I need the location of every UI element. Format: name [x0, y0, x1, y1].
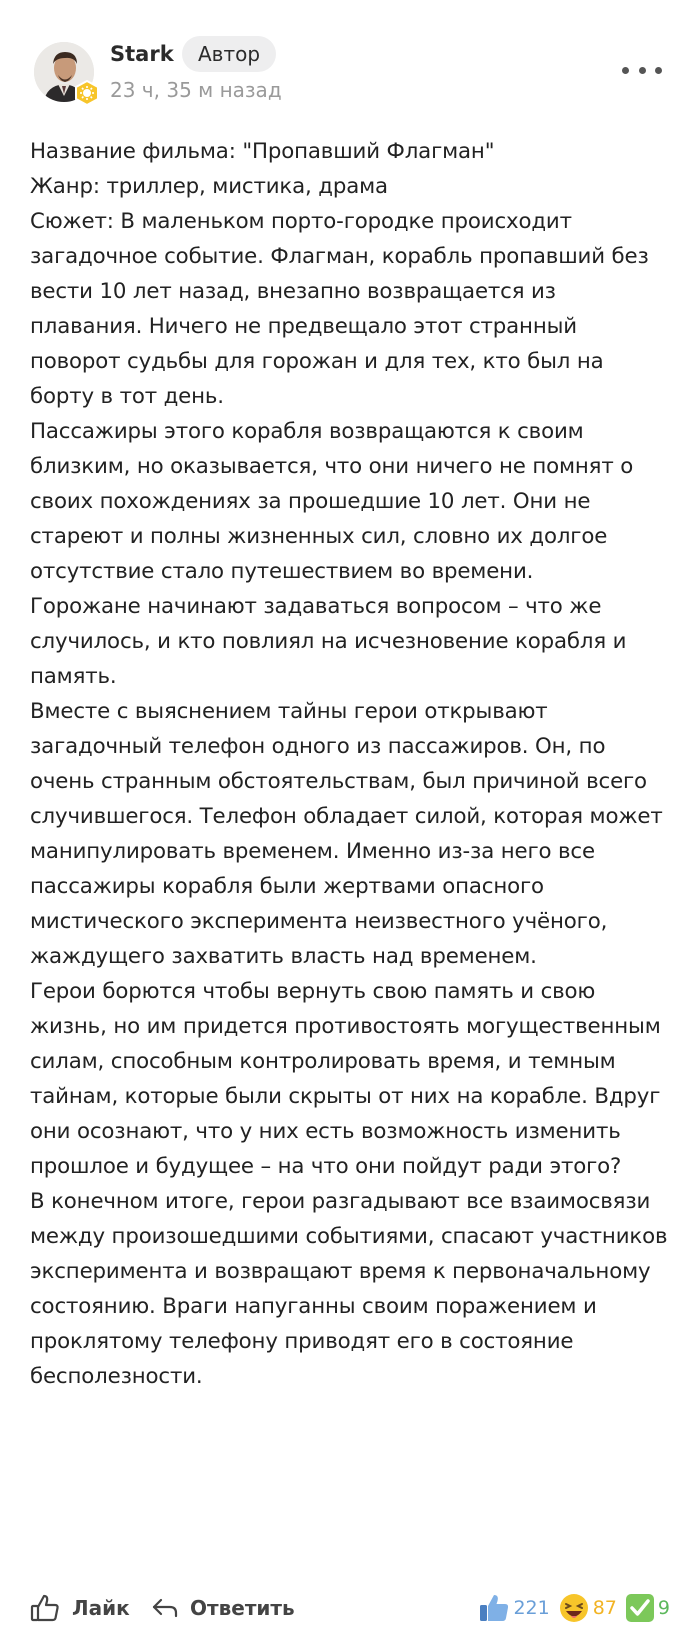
reaction-like[interactable] — [478, 1592, 549, 1624]
like-button[interactable] — [30, 1590, 130, 1626]
reply-arrow-icon — [152, 1596, 178, 1620]
reaction-laugh[interactable] — [558, 1592, 617, 1624]
post-footer — [30, 1590, 670, 1626]
post-header — [30, 40, 670, 110]
post-paragraph: В конечном итоге, герои разгадывают все взаимосвязи между произошедшими событиями, спасают участников эксперимента и возвращают время к первоначальному состоянию. Враги напуганны своим поражением и проклятому телефону приводят его в состояние бесполезности. — [30, 1189, 668, 1389]
author-tag-badge: Автор — [182, 36, 276, 72]
post-paragraph: Герои борются чтобы вернуть свою память и свою жизнь, но им придется противостоять могущественным силам, способным контролировать время, и темным тайнам, которые были скрыты от них на корабле. Вдруг они осознают, что у них есть возможность изменить прошлое и будущее – на что они пойдут ради этого? — [30, 979, 661, 1179]
like-count: 221 — [513, 1597, 550, 1619]
reaction-check[interactable] — [625, 1593, 670, 1623]
check-mark-icon — [625, 1593, 655, 1623]
reply-label: Ответить — [190, 1596, 295, 1620]
post-paragraph: Название фильма: "Пропавший Флагман" — [30, 139, 495, 164]
check-count: 9 — [657, 1597, 670, 1619]
post-paragraph: Вместе с выяснением тайны герои открывают загадочный телефон одного из пассажиров. Он, по очень странным обстоятельствам, был причиной всего случившегося. Телефон обладает силой, которая может манипулировать временем. Именно из-за него все пассажиры корабля были жертвами опасного мистического эксперимента неизвестного учёного, жаждущего захватить власть над временем. — [30, 699, 663, 969]
laugh-count: 87 — [592, 1597, 617, 1619]
thumbs-up-icon — [30, 1593, 60, 1623]
post-body — [30, 134, 670, 1394]
reactions-bar — [470, 1590, 670, 1626]
post-paragraph: Жанр: триллер, мистика, драма — [30, 174, 388, 199]
reply-button[interactable] — [152, 1590, 295, 1626]
post-timestamp: 23 ч, 35 м назад — [110, 78, 282, 102]
author-name[interactable]: Stark — [110, 42, 174, 66]
more-dots-icon — [639, 67, 646, 74]
thumbs-up-reaction-icon — [478, 1592, 510, 1624]
honeycomb-badge-icon — [74, 80, 100, 106]
more-options-button[interactable] — [622, 60, 662, 80]
more-dots-icon — [655, 67, 662, 74]
laughing-face-icon — [558, 1592, 590, 1624]
post-paragraph: Горожане начинают задаваться вопросом – что же случилось, и кто повлиял на исчезновение корабля и память. — [30, 594, 627, 689]
more-dots-icon — [622, 67, 629, 74]
post-paragraph: Сюжет: В маленьком порто-городке происходит загадочное событие. Флагман, корабль пропавший без вести 10 лет назад, внезапно возвращается из плавания. Ничего не предвещало этот странный поворот судьбы для горожан и для тех, кто был на борту в тот день. — [30, 209, 649, 409]
like-label: Лайк — [72, 1596, 130, 1620]
post-paragraph: Пассажиры этого корабля возвращаются к своим близким, но оказывается, что они ничего не помнят о своих похождениях за прошедшие 10 лет. Они не стареют и полны жизненных сил, словно их долгое отсутствие стало путешествием во времени. — [30, 419, 634, 584]
